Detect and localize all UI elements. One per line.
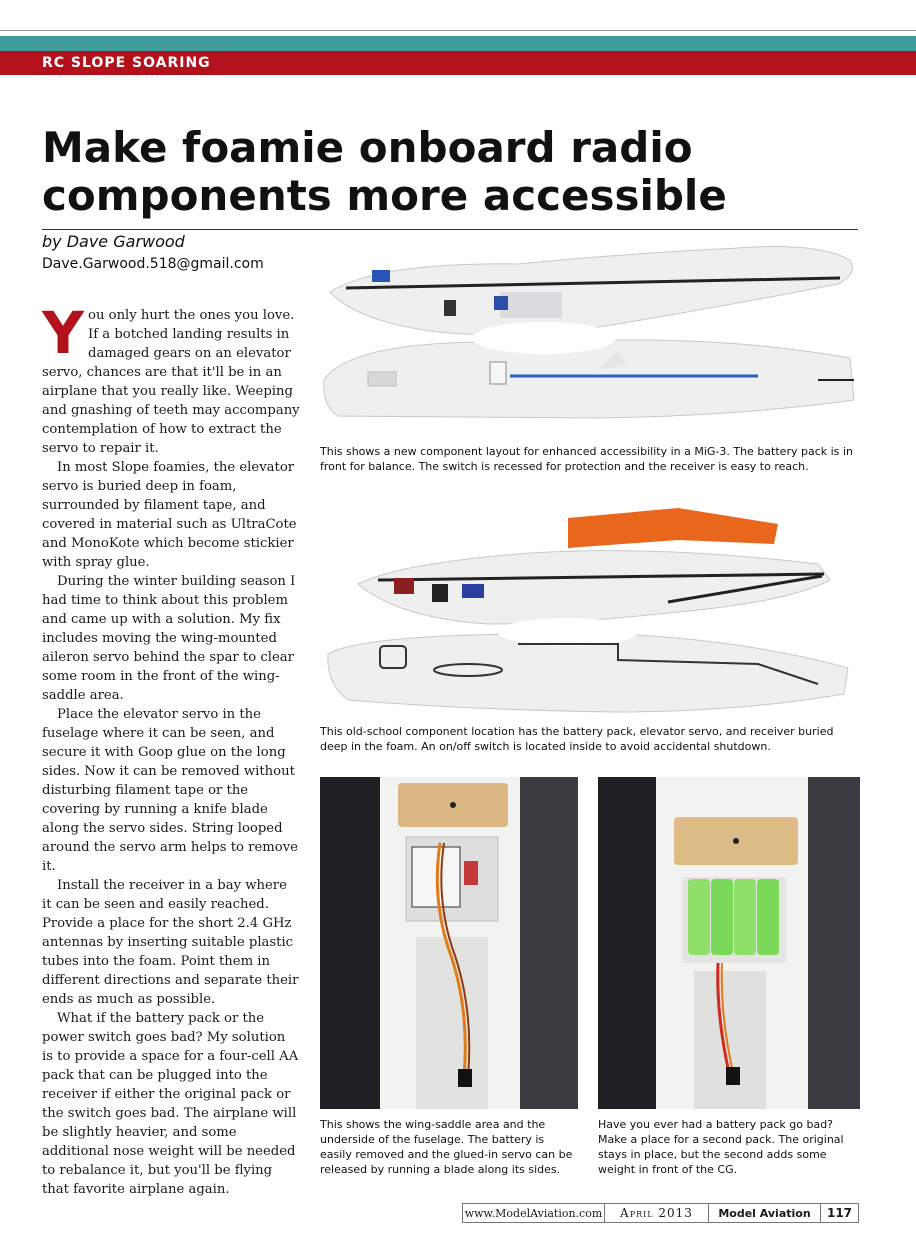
photo-oldschool-layout [318, 504, 860, 716]
top-rule [0, 30, 916, 31]
drop-cap: Y [42, 299, 84, 367]
page-footer [462, 1203, 859, 1223]
author-email: Dave.Garwood.518@gmail.com [42, 256, 264, 272]
page-number: 117 [826, 1206, 853, 1220]
teal-band [0, 36, 916, 51]
section-label: RC SLOPE SOARING [42, 55, 211, 71]
article-title: Make foamie onboard radio components more accessible [42, 123, 727, 220]
paragraph-4: Place the elevator servo in the fuselage where it can be seen, and secure it with Goop glue on the long sides. Now it can be removed without disturbing filament tape or the covering by running a knife blade along the servo sides. String looped around the servo arm helps to remove it. [42, 707, 298, 874]
title-rule [42, 229, 858, 230]
photo-wing-saddle [320, 777, 578, 1109]
caption-saddle: This shows the wing-saddle area and the underside of the fuselage. The battery is easily removed and the glued-in servo can be released by running a blade along its sides. [320, 1118, 573, 1176]
photo-mig3-layout [318, 240, 860, 438]
caption-mig3: This shows a new component layout for enhanced accessibility in a MiG-3. The battery pack is in front for balance. The switch is recessed for protection and the receiver is easy to reach. [320, 445, 853, 473]
section-header [0, 51, 916, 75]
paragraph-6: What if the battery pack or the power switch goes bad? My solution is to provide a space for a four-cell AA pack that can be plugged into the receiver if either the original pack or the switch goes bad. The airplane will be slightly heavier, and some additional nose weight will be needed to rebalance it, but you'll be flying that favorite airplane again. [42, 1011, 299, 1197]
footer-magazine: Model Aviation [709, 1204, 821, 1222]
caption-oldschool: This old-school component location has the battery pack, elevator servo, and receiver buried deep in the foam. An on/off switch is located inside to avoid accidental shutdown. [320, 725, 834, 753]
paragraph-2: In most Slope foamies, the elevator servo is buried deep in foam, surrounded by filament tape, and covered in material such as UltraCote and MonoKote which become stickier with spray glue. [42, 460, 297, 570]
paragraph-3: During the winter building season I had time to think about this problem and came up with a solution. My fix includes moving the wing-mounted aileron servo behind the spar to clear some room in the front of the wing-saddle area. [42, 574, 296, 703]
footer-url[interactable]: www.ModelAviation.com [463, 1204, 605, 1222]
paragraph-5: Install the receiver in a bay where it can be seen and easily reached. Provide a place for the short 2.4 GHz antennas by inserting suitable plastic tubes into the foam. Point them in different directions and separate their ends as much as possible. [42, 878, 299, 1007]
article-body [42, 299, 300, 1199]
paragraph-1: You only hurt the ones you love. If a botched landing results in damaged gears on an elevator servo, chances are that it'll be in an airplane that you really like. Weeping and gnashing of teeth may accompany contemplation of how to extract the servo to repair it. [42, 299, 300, 456]
caption-battery: Have you ever had a battery pack go bad? Make a place for a second pack. The original stays in place, but the second adds some weight in front of the CG. [598, 1118, 844, 1176]
footer-date: April 2013 [605, 1204, 709, 1222]
photo-battery-bay [598, 777, 860, 1109]
byline: by Dave Garwood [42, 232, 185, 251]
